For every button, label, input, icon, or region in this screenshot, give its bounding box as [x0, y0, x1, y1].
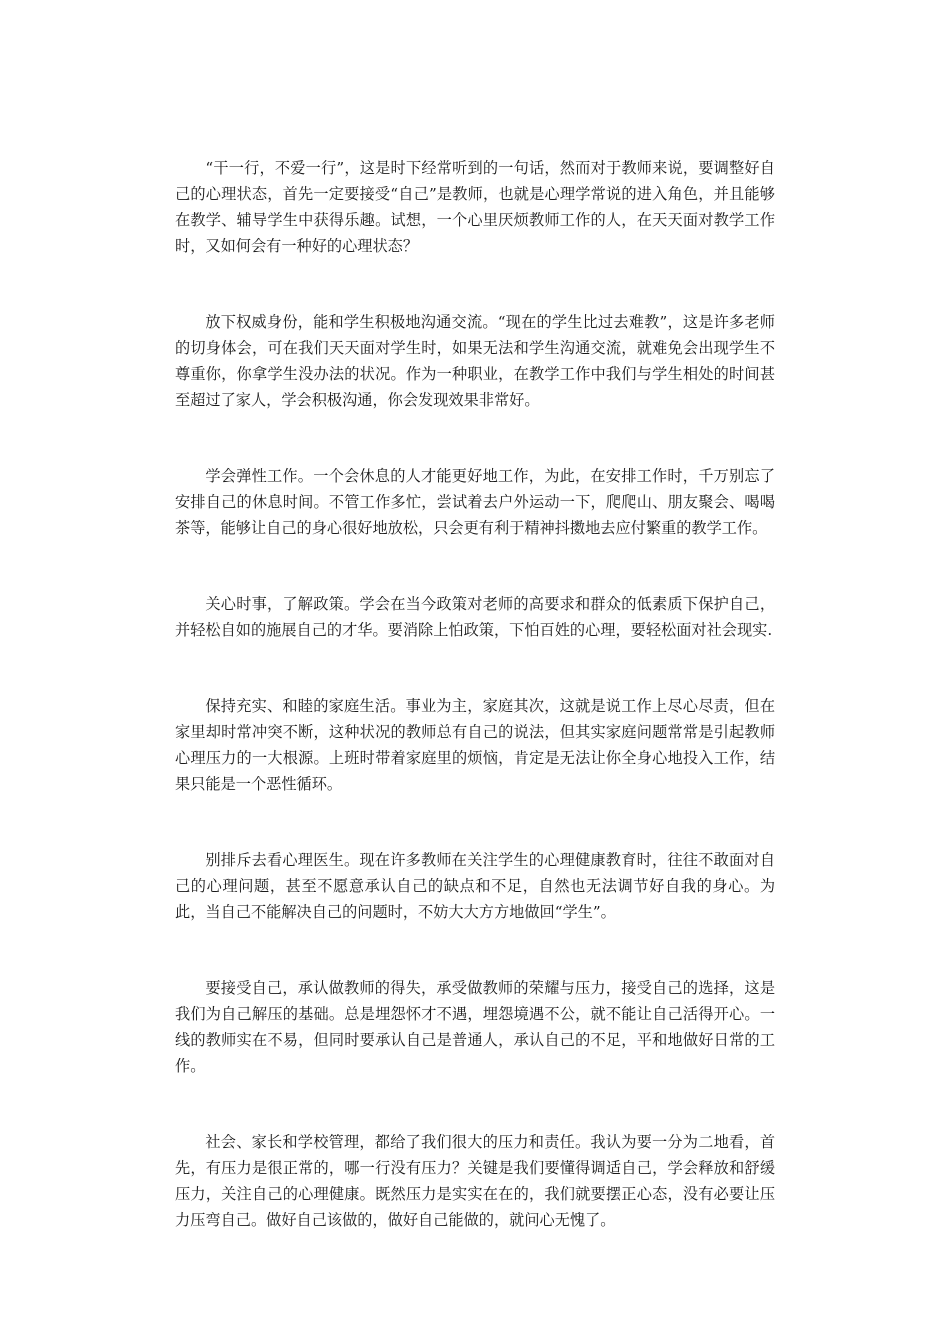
paragraph-3: 学会弹性工作。一个会休息的人才能更好地工作，为此，在安排工作时，千万别忘了安排自己的休息时间。不管工作多忙，尝试着去户外运动一下，爬爬山、朋友聚会、喝喝茶等，能够让自己的身心很好地放松，只会更有利于精神抖擞地去应付繁重的教学工作。 [175, 467, 775, 537]
paragraph-2: 放下权威身份，能和学生积极地沟通交流。“现在的学生比过去难教”，这是许多老师的切身体会，可在我们天天面对学生时，如果无法和学生沟通交流，就难免会出现学生不尊重你，你拿学生没办法的状况。作为一种职业，在教学工作中我们与学生相处的时间甚至超过了家人，学会积极沟通，你会发现效果非常好。 [175, 313, 775, 409]
paragraph-7: 要接受自己，承认做教师的得失，承受做教师的荣耀与压力，接受自己的选择，这是我们为自己解压的基础。总是埋怨怀才不遇，埋怨境遇不公，就不能让自己活得开心。一线的教师实在不易，但同时要承认自己是普通人，承认自己的不足，平和地做好日常的工作。 [175, 979, 775, 1075]
paragraph-1: “干一行，不爱一行”，这是时下经常听到的一句话，然而对于教师来说，要调整好自己的心理状态，首先一定要接受“自己”是教师，也就是心理学常说的进入角色，并且能够在教学、辅导学生中获得乐趣。试想，一个心里厌烦教师工作的人，在天天面对教学工作时，又如何会有一种好的心理状态？ [175, 159, 775, 255]
paragraph-5: 保持充实、和睦的家庭生活。事业为主，家庭其次，这就是说工作上尽心尽责，但在家里却时常冲突不断，这种状况的教师总有自己的说法，但其实家庭问题常常是引起教师心理压力的一大根源。上班时带着家庭里的烦恼，肯定是无法让你全身心地投入工作，结果只能是一个恶性循环。 [175, 697, 775, 793]
paragraph-6: 别排斥去看心理医生。现在许多教师在关注学生的心理健康教育时，往往不敢面对自己的心理问题，甚至不愿意承认自己的缺点和不足，自然也无法调节好自我的身心。为此，当自己不能解决自己的问题时，不妨大大方方地做回“学生”。 [175, 851, 775, 921]
paragraph-4: 关心时事，了解政策。学会在当今政策对老师的高要求和群众的低素质下保护自己，并轻松自如的施展自己的才华。要消除上怕政策，下怕百姓的心理，要轻松面对社会现实. [175, 595, 775, 639]
paragraph-8: 社会、家长和学校管理，都给了我们很大的压力和责任。我认为要一分为二地看，首先，有压力是很正常的，哪一行没有压力？关键是我们要懂得调适自己，学会释放和舒缓压力，关注自己的心理健康。既然压力是实实在在的，我们就要摆正心态，没有必要让压力压弯自己。做好自己该做的，做好自己能做的，就问心无愧了。 [175, 1133, 775, 1229]
document-body [175, 155, 775, 1233]
